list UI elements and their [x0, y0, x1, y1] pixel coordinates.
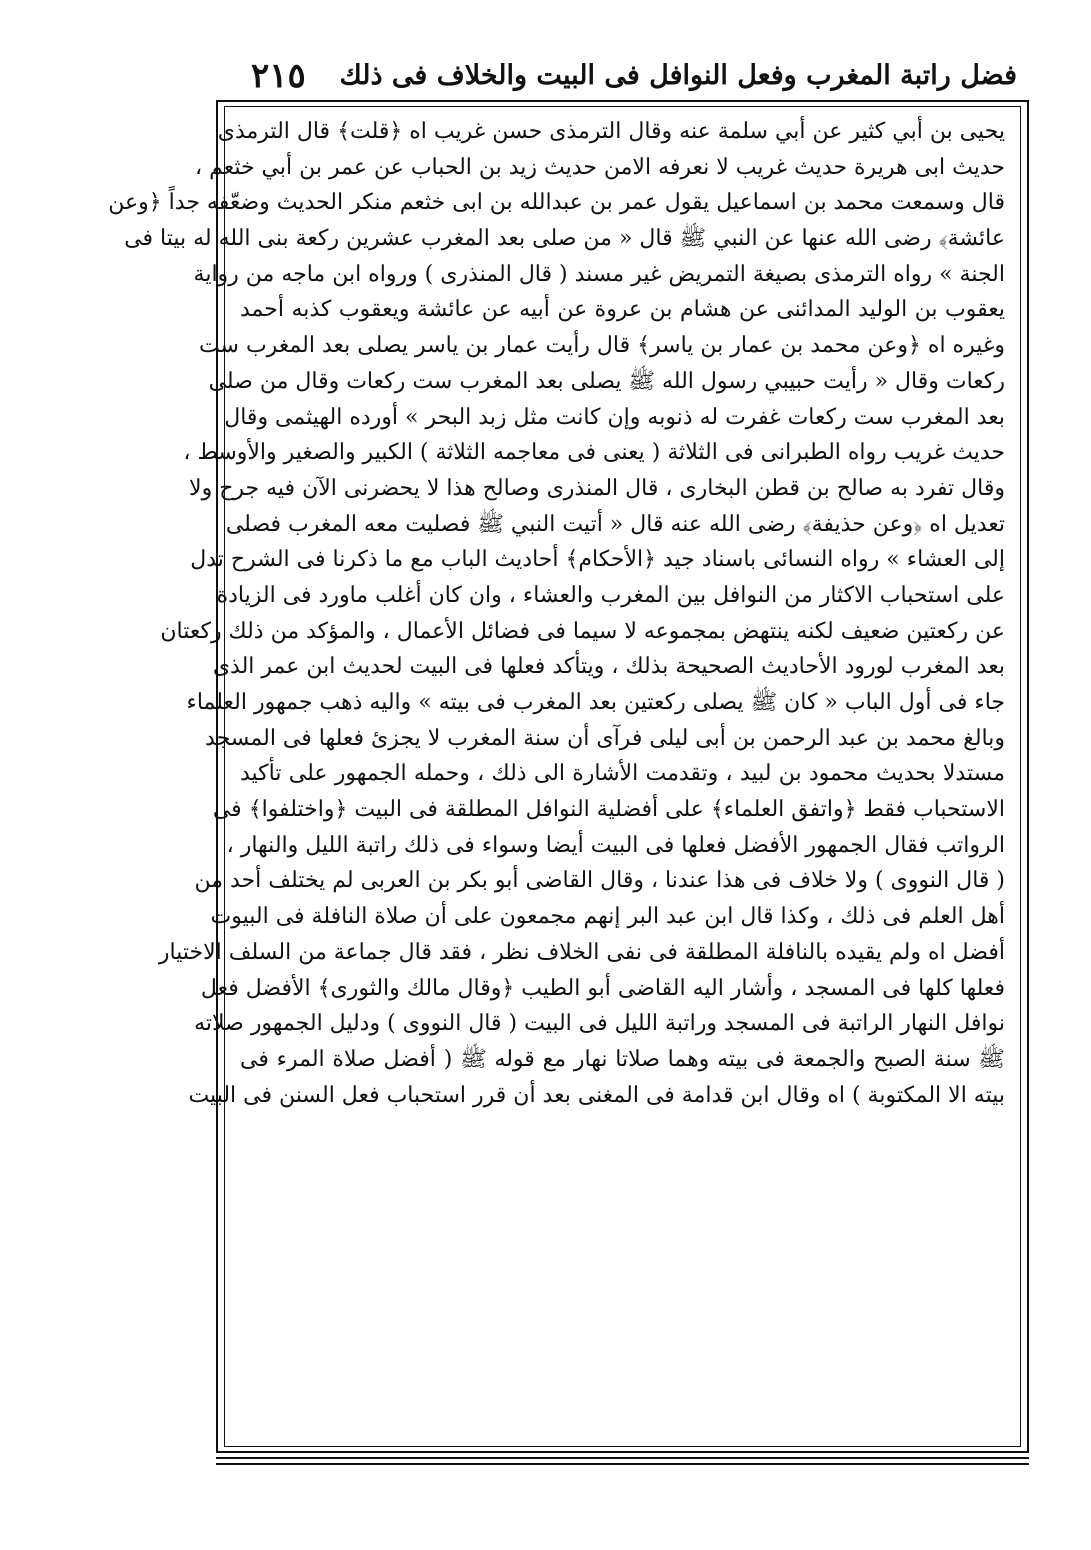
text-line: يعقوب بن الوليد المدائنى عن هشام بن عروة عن أبيه عن عائشة ويعقوب كذبه أحمد — [240, 297, 1005, 323]
text-line: يحيى بن أبي كثير عن أبي سلمة عنه وقال الترمذى حسن غريب اه ﴿قلت﴾ قال الترمذى — [217, 119, 1005, 144]
bottom-rule-second — [216, 1463, 1029, 1465]
text-line: عائشة﴾ رضى الله عنها عن النبي ﷺ قال « من صلى بعد المغرب عشرين ركعة بنى الله له بيتا فى — [124, 226, 1005, 252]
text-line: الرواتب فقال الجمهور الأفضل فعلها فى البيت أيضا وسواء فى ذلك راتبة الليل والنهار ، — [226, 832, 1005, 858]
text-line: جاء فى أول الباب « كان ﷺ يصلى ركعتين بعد المغرب فى بيته » واليه ذهب جمهور العلماء — [186, 690, 1005, 715]
text-line: ركعات وقال « رأيت حبيبي رسول الله ﷺ يصلى بعد المغرب ست ركعات وقال من صلى — [208, 368, 1005, 394]
text-line: وبالغ محمد بن عبد الرحمن بن أبى ليلى فرآى أن سنة المغرب لا يجزئ فعلها فى المسجد — [205, 725, 1005, 751]
text-line: الاستحباب فقط ﴿واتفق العلماء﴾ على أفضلية النوافل المطلقة فى البيت ﴿واختلفوا﴾ فى — [212, 797, 1005, 823]
text-line: بعد المغرب لورود الأحاديث الصحيحة بذلك ، ويتأكد فعلها فى البيت لحديث ابن عمر الذى — [212, 654, 1005, 680]
text-line: أفضل اه ولم يقيده بالنافلة المطلقة فى نفى الخلاف نظر ، فقد قال جماعة من السلف الاختيار — [158, 939, 1005, 965]
page-header — [235, 52, 1023, 102]
text-line: فعلها كلها فى المسجد ، وأشار اليه القاضى أبو الطيب ﴿وقال مالك والثورى﴾ الأفضل فعل — [200, 975, 1005, 1001]
text-line: عن ركعتين ضعيف لكنه ينتهض بمجموعه لا سيما فى فضائل الأعمال ، والمؤكد من ذلك ركعتان — [160, 618, 1005, 644]
text-line: حديث ابى هريرة حديث غريب لا نعرفه الامن حديث زيد بن الحباب عن عمر بن أبي خثعم ، — [194, 154, 1005, 180]
text-line: وقال تفرد به صالح بن قطن البخارى ، قال المنذرى وصالح هذا لا يحضرنى الآن فيه جرح ولا — [189, 475, 1005, 501]
text-line: أهل العلم فى ذلك ، وكذا قال ابن عبد البر إنهم مجمعون على أن صلاة النافلة فى البيوت — [210, 904, 1005, 930]
bottom-rule — [216, 1457, 1029, 1459]
text-line: حديث غريب رواه الطبرانى فى الثلاثة ( يعنى فى معاجمه الثلاثة ) الكبير والصغير والأوسط ، — [183, 440, 1005, 466]
text-line: بعد المغرب ست ركعات غفرت له ذنوبه وإن كانت مثل زبد البحر » أورده الهيثمى وقال — [224, 404, 1005, 430]
text-line: تعديل اه ﴿وعن حذيفة﴾ رضى الله عنه قال « أتيت النبي ﷺ فصليت معه المغرب فصلى — [225, 511, 1005, 537]
text-line: مستدلا بحديث محمود بن لبيد ، وتقدمت الأشارة الى ذلك ، وحمله الجمهور على تأكيد — [240, 761, 1005, 787]
text-line: على استحباب الاكثار من النوافل بين المغرب والعشاء ، وان كان أغلب ماورد فى الزيادة — [216, 582, 1005, 608]
text-line: ( قال النووى ) ولا خلاف فى هذا عندنا ، وقال القاضى أبو بكر بن العربى لم يختلف أحد من — [194, 868, 1005, 894]
text-line: بيته الا المكتوبة ) اه وقال ابن قدامة فى المغنى بعد أن قرر استحباب فعل السنن فى البيت — [188, 1082, 1005, 1108]
running-title: فضل راتبة المغرب وفعل النوافل فى البيت والخلاف فى ذلك — [339, 60, 1017, 91]
text-line: إلى العشاء » رواه النسائى باسناد جيد ﴿الأحكام﴾ أحاديث الباب مع ما ذكرنا فى الشرح تدل — [190, 547, 1005, 573]
text-line: الجنة » رواه الترمذى بصيغة التمريض غير مسند ( قال المنذرى ) ورواه ابن ماجه من رواية — [193, 261, 1005, 287]
text-line: وغيره اه ﴿وعن محمد بن عمار بن ياسر﴾ قال رأيت عمار بن ياسر يصلى بعد المغرب ست — [198, 333, 1005, 359]
body-text — [108, 114, 1005, 1432]
text-line: نوافل النهار الراتبة فى المسجد وراتبة الليل فى البيت ( قال النووى ) ودليل الجمهور صلاته — [194, 1011, 1005, 1037]
text-line: قال وسمعت محمد بن اسماعيل يقول عمر بن عبدالله بن ابى خثعم منكر الحديث وضعّفه جداً ﴿وعن — [108, 190, 1005, 216]
text-line: ﷺ سنة الصبح والجمعة فى بيته وهما صلاتا نهار مع قوله ﷺ ( أفضل صلاة المرء فى — [240, 1046, 1005, 1072]
page-number: ٢١٥ — [251, 56, 306, 96]
